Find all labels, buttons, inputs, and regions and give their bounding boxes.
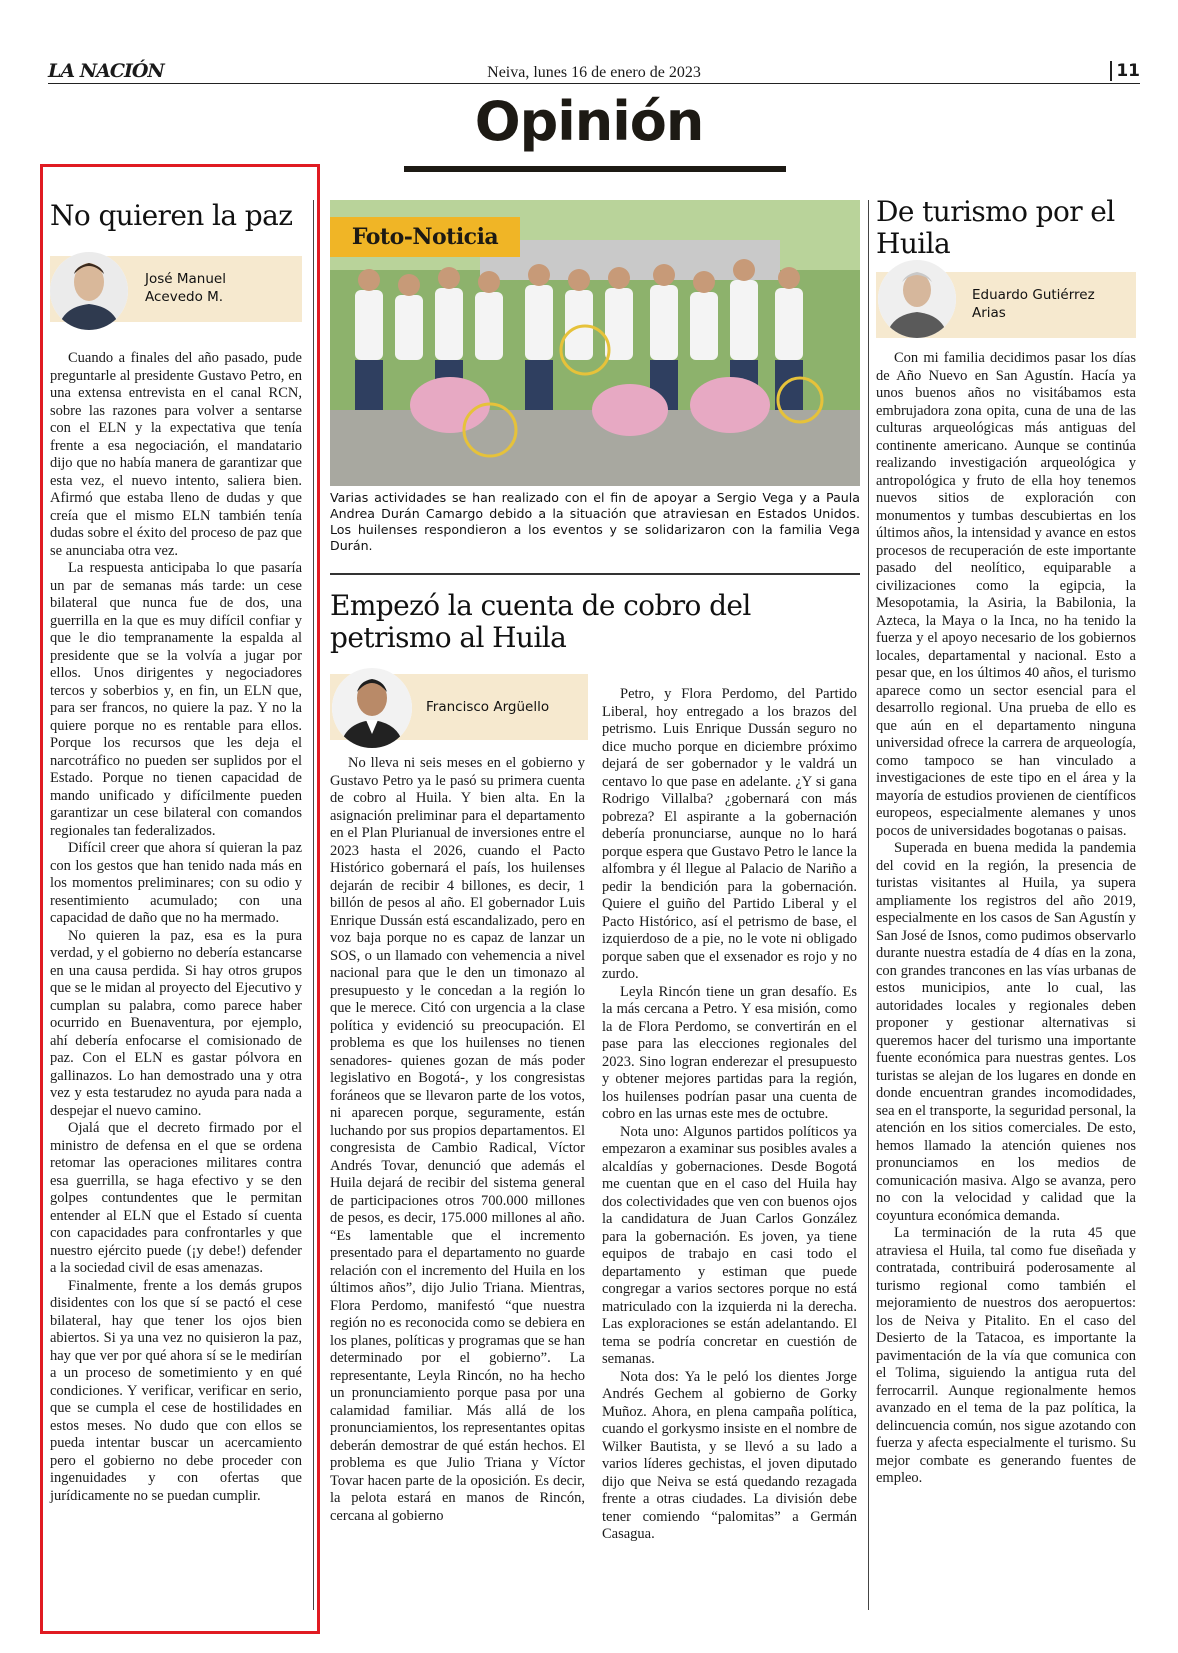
author-portrait-icon bbox=[50, 252, 128, 330]
left-article-author bbox=[145, 270, 226, 306]
author-portrait-icon bbox=[878, 260, 956, 338]
dateline: Neiva, lunes 16 de enero de 2023 bbox=[487, 64, 701, 81]
author-portrait-icon bbox=[332, 668, 412, 748]
center-article-byline bbox=[330, 674, 588, 740]
paragraph: Nota dos: Ya le peló los dientes Jorge Andrés Gechem al gobierno de Gorky Muñoz. Ahora, en plena campaña política, cuando el gorkysmo insiste en el nombre de Wilker Bautista, y se llevó a su lado a varios líderes gechistas, el joven diputado dijo que Neiva se está quedando rezagada frente a otras ciudades. La división debe tener comiendo “palomitas” a Germán Casagua. bbox=[602, 1368, 857, 1542]
section-title: Opinión bbox=[474, 90, 704, 153]
author-avatar bbox=[332, 668, 412, 748]
left-article-body bbox=[50, 350, 302, 1505]
left-article-byline bbox=[50, 256, 302, 322]
caption-rule bbox=[330, 573, 860, 575]
paragraph: Superada en buena medida la pandemia del covid en la región, la presencia de turistas visitantes al Huila, ya supera ampliamente los registros del año 2019, especialmente en los casos de San Agustín y San José de Isnos, como pudimos observarlo durante nuestra estadía de 4 días en la zona, con grandes trancones en las vías urbanas de estos municipios, ante lo cual, las autoridades locales y regionales deben proponer y gestionar alternativas si queremos hacer del turismo una importante fuente económica para nuestras gentes. Los turistas se alejan de los lugares en donde en donde encuentran grandes incomodidades, sea en el transporte, la seguridad personal, la atención en los sitios comerciales. De esto, hemos llamado la atención quienes nos pronunciamos en los medios de comunicación masiva. Algo se avanza, pero no con la velocidad y calidad que la coyuntura económica demanda. bbox=[876, 840, 1136, 1224]
center-article-body-col1 bbox=[330, 755, 585, 1525]
paragraph: Leyla Rincón tiene un gran desafío. Es la más cercana a Petro. Y esa misión, como la de Flora Perdomo, se convertirán en el pase para las elecciones regionales del 2023. Sino logran enderezar el presupuesto y obtener mejores partidas para la región, los huilenses podrían pasar una cuenta de cobro en las urnas este mes de octubre. bbox=[602, 983, 857, 1122]
left-article-headline-wrap bbox=[50, 200, 302, 232]
paragraph: La terminación de la ruta 45 que atraviesa el Huila, tal como fue diseñada y contratada, contribuirá poderosamente al turismo regional como también el mejoramiento de nuestros dos aeropuertos: los de Neiva y Pitalito. En el caso del Desierto de la Tatacoa, es importante la pavimentación de la vía que comunica con el Tolima, siguiendo la antigua ruta del ferrocarril. Aunque regionalmente hemos avanzado en el tema de la paz política, la delincuencia común, nos sigue azotando con fuerza y afecta especialmente el turismo. Su mejor combate es generando fuentes de empleo. bbox=[876, 1225, 1136, 1486]
paragraph: Con mi familia decidimos pasar los días de Año Nuevo en San Agustín. Hacía ya unos buenos años no visitábamos esta embrujadora zona opita, cuna de una de las culturas arqueológicas más antiguas del continente americano. Aunque se continúa realizando investigación arqueológica y antropológica y fruto de ella hoy tenemos nuevos sitios de exploración con monumentos y tumbas descubiertas en los últimos años, la intensidad y avance en estos procesos de recuperación de este importante pasado del neolítico, equiparable a civilizaciones como la egipcia, la Mesopotamia, la Asiria, la Babilonia, la Azteca, la Maya o la Inca, no ha tenido la fuerza y el apoyo necesario de los gobiernos locales, departamental y nacional. Esto a pesar que, en los últimos 40 años, el turismo aparece como un sector esencial para el desarrollo regional. Una prueba de ello es que aún en el departamento ninguna universidad ofrece la carrera de arqueología, como tampoco se han vinculado a investigaciones de este tipo en el área y la mayoría de estudios provienen de científicos europeos, especialmente alemanes y unos pocos de universidades bogotanas o paisas. bbox=[876, 350, 1136, 839]
photo-news-tag: Foto-Noticia bbox=[330, 217, 520, 257]
author-name-line-1: José Manuel bbox=[145, 271, 226, 287]
right-article-byline bbox=[876, 272, 1136, 338]
author-avatar bbox=[50, 252, 128, 330]
column-divider bbox=[868, 200, 869, 1610]
author-name-line-2: Acevedo M. bbox=[145, 289, 224, 305]
right-article-headline: De turismo por el Huila bbox=[876, 195, 1115, 260]
paragraph: Petro, y Flora Perdomo, del Partido Liberal, hoy entregado a los brazos del petrismo. Luis Enrique Dussán seguro no dice mucho porque en diciembre próximo dejará de ser gobernador y le valdrá un centavo lo que pase en adelante. ¿Y si gana Rodrigo Villalba? ¿gobernará con más pobreza? El aspirante a la gobernación debería pronunciarse, aunque no lo hará porque espera que Gustavo Petro le lance la alfombra y él llegue al Palacio de Nariño a pedir la bendición para la gobernación. Quiere el guiño del Partido Liberal y el Pacto Histórico, así el petrismo de base, el izquierdoso de a pie, no le vote ni obligado porque saben que el exsenador es rojo y no zurdo. bbox=[602, 686, 857, 982]
author-name-line-1: Eduardo Gutiérrez bbox=[972, 287, 1095, 303]
paragraph: Nota uno: Algunos partidos políticos ya empezaron a examinar sus posibles avales a alcaldías y gobernaciones. Desde Bogotá me cuentan que en el caso del Huila hay dos colectividades que ven con buenos ojos la candidatura de Juan Carlos González para la gobernación. Es joven, ya tiene equipos de trabajo en casi todo el departamento y estiman que puede congregar a varios sectores porque no está matriculado con la izquierda ni la derecha. Las exploraciones se están adelantando. El tema se podría concretar en cuestión de semanas. bbox=[602, 1123, 857, 1367]
paragraph: Cuando a finales del año pasado, pude preguntarle al presidente Gustavo Petro, en una extensa entrevista en el canal RCN, sobre las razones para volver a sentarse con el ELN y la expectativa que tenía frente a esa negociación, el mandatario dijo que no había manera de garantizar que esta vez, el nuevo intento, saliera bien. Afirmó que estaba lleno de dudas y que creía que el mismo ELN también tenía dudas sobre el éxito del proceso de paz que se anunciaba otra vez. bbox=[50, 350, 302, 559]
paragraph: No lleva ni seis meses en el gobierno y Gustavo Petro ya le pasó su primera cuenta de cobro al Huila. Y bien alta. En la asignación preliminar para el departamento en el Plan Plurianual de inversiones entre el 2023 hasta el 2026, cuando el Pacto Histórico gobernará el país, los huilenses dejarán de recibir 4 billones, es decir, 1 billón de pesos al año. El gobernador Luis Enrique Dussán está escandalizado, pero en voz baja porque no es capaz de lanzar un SOS, o un llamado con vehemencia a nivel nacional para que le den un timonazo al presupuesto y le concedan a la región lo que le merece. Citó con urgencia a la clase política y evidenció su preocupación. El problema es que los huilenses no tienen senadores- quienes gozan de más poder legislativo en Bogotá-, y los congresistas foráneos que se llevaron parte de los votos, ni aparecen porque, seguramente, están luchando por sus propios departamentos. El congresista de Cambio Radical, Víctor Andrés Tovar, denunció que además el Huila dejará de recibir del sistema general de participaciones otros 700.000 millones de pesos, es decir, 175.000 millones al año. “Es lamentable que el incremento presentado para el departamento no guarde relación con el incremento del Huila en los últimos años”, dijo Julio Triana. Mientras, Flora Perdomo, manifestó “que nuestra región no es reconocida como se debiera en los planes, políticas y programas que se han determinado por el gobierno”. La representante, Leyla Rincón, no ha hecho un pronunciamiento porque pasa por una calamidad familiar. Más allá de los pronunciamientos, los representantes opitas deberán demostrar de qué están hechos. El problema es que Julio Triana y Víctor Tovar hacen parte de la oposición. Es decir, la pelota estará en manos de Rincón, cercana al gobierno bbox=[330, 755, 585, 1524]
paragraph: Finalmente, frente a los demás grupos disidentes con los que sí se pactó el cese bilateral, hay que tener los ojos bien abiertos. Si ya una vez no quisieron la paz, hay que ver por qué ahora sí se le medirían a un proceso de sometimiento y en qué condiciones. Y verificar, verificar en serio, que se cumpla el cese de hostilidades en estos meses. No dudo que con ellos se pueda intentar buscar un acercamiento pero el gobierno no debe proceder con ingenuidades y con ofertas que jurídicamente no se puedan cumplir. bbox=[50, 1277, 302, 1504]
page-number: 11 bbox=[1110, 61, 1140, 81]
paragraph: Ojalá que el decreto firmado por el ministro de defensa en el que se ordena retomar las operaciones militares contra esa guerrilla, se haga efectivo y se den golpes contundentes que le permitan entender al ELN que el Estado sí cuenta con capacidades para confrontarles y que nuestro ejército puede (¡y debe!) defender a la sociedad civil de esas amenazas. bbox=[50, 1120, 302, 1276]
paragraph: La respuesta anticipaba lo que pasaría un par de semanas más tarde: un cese bilateral que nunca fue de dos, una guerrilla en la que es muy difícil confiar y que le dio tempranamente la espalda al presidente que se la volvía a jugar por ellos. Unos dirigentes y negociadores tercos y soberbios y, en fin, un ELN que, para ser francos, no quiere la paz. Y no la quiere porque no es rentable para ellos. Porque los recursos que les deja el narcotráfico no pueden ser suplidos por el Estado. Porque no tienen capacidad de mando unificado y difícilmente pueden garantizar un cese bilateral con comandos regionales tan federalizados. bbox=[50, 560, 302, 839]
right-article-body bbox=[876, 350, 1136, 1488]
section-title-rule bbox=[404, 166, 786, 172]
left-article-headline: No quieren la paz bbox=[50, 199, 293, 232]
masthead bbox=[48, 62, 1140, 84]
newspaper-logo: LA NACIÓN bbox=[48, 60, 164, 82]
paragraph: Difícil creer que ahora sí quieran la paz con los gestos que han tenido nada más en los momentos preliminares; con su odio y resentimiento acumulado; con una capacidad de daño que no ha mermado. bbox=[50, 840, 302, 926]
right-article-headline-wrap bbox=[876, 196, 1136, 260]
author-avatar bbox=[878, 260, 956, 338]
column-divider bbox=[313, 200, 314, 1610]
center-article-headline-wrap bbox=[330, 590, 810, 654]
paragraph: No quieren la paz, esa es la pura verdad, y el gobierno no debería estancarse en una causa perdida. Si hay otros grupos que se le midan al proyecto del Ejecutivo y cumplan su palabra, como parece haber ocurrido en Buenaventura, por ejemplo, ahí debería enfocarse el comisionado de paz. Con el ELN es gastar pólvora en gallinazos. Lo han demostrado una y otra vez y esta testarudez no ayuda para nada a despejar el nuevo camino. bbox=[50, 927, 302, 1119]
photo-caption: Varias actividades se han realizado con el fin de apoyar a Sergio Vega y a Paula Andrea Durán Camargo debido a la situación que atraviesan en Estados Unidos. Los huilenses respondieron a los eventos y se solidarizaron con la familia Vega Durán. bbox=[330, 490, 860, 553]
author-name-line-2: Arias bbox=[972, 305, 1006, 321]
center-article-body-col2 bbox=[602, 686, 857, 1544]
center-article-author: Francisco Argüello bbox=[426, 699, 550, 715]
right-article-author bbox=[972, 286, 1095, 322]
center-article-headline: Empezó la cuenta de cobro del petrismo al Huila bbox=[330, 589, 751, 654]
